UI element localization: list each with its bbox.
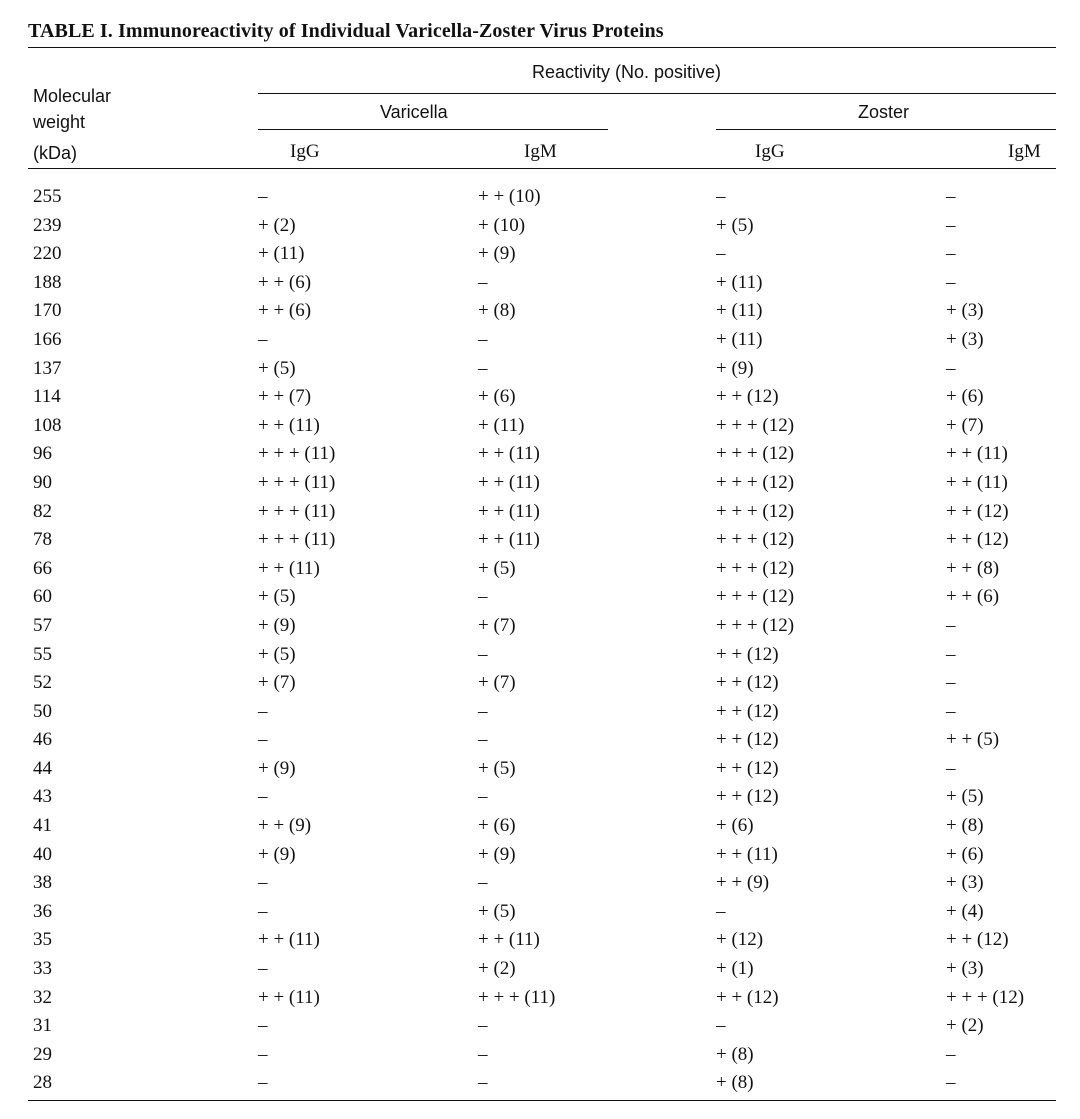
varicella-igm-cell: + + (11) [478, 500, 540, 522]
zoster-igg-cell: + (6) [716, 815, 754, 837]
varicella-igg-cell: + + (11) [258, 929, 320, 951]
zoster-igg-cell: + + (12) [716, 672, 779, 694]
zoster-igg-cell: + + (12) [716, 986, 779, 1008]
mw-cell: 239 [33, 214, 62, 236]
table-row [0, 469, 1080, 498]
varicella-igg-cell: + + + (11) [258, 529, 336, 551]
zoster-igm-cell: + (3) [946, 958, 984, 980]
mw-cell: 44 [33, 757, 52, 779]
varicella-igm-cell: – [478, 786, 488, 808]
zoster-igg-cell: + (1) [716, 958, 754, 980]
zoster-igg-cell: + + (12) [716, 700, 779, 722]
table-row [0, 297, 1080, 326]
table-row [0, 641, 1080, 670]
zoster-igg-cell: + + (12) [716, 729, 779, 751]
zoster-igm-cell: – [946, 757, 956, 779]
zoster-igm-cell: + + (11) [946, 443, 1008, 465]
varicella-igm-cell: + + (10) [478, 186, 541, 207]
mw-cell: 41 [33, 815, 52, 837]
varicella-igm-cell: + (5) [478, 900, 516, 922]
table-row [0, 612, 1080, 641]
varicella-igg-cell: + + (6) [258, 271, 312, 293]
varicella-igg-cell: – [258, 1072, 268, 1094]
table-row [0, 1069, 1080, 1098]
mw-cell: 108 [33, 414, 62, 436]
table-row [0, 841, 1080, 870]
zoster-igg-cell: + + (12) [716, 643, 779, 665]
table-row [0, 269, 1080, 298]
zoster-igm-cell: + (6) [946, 843, 984, 865]
table-row [0, 183, 1080, 212]
bottom-rule [28, 1100, 1056, 1101]
varicella-igg-cell: – [258, 1015, 268, 1037]
row-label-line-1: Molecular [33, 86, 112, 106]
zoster-igg-cell: + + (11) [716, 843, 778, 865]
table-title: TABLE I. Immunoreactivity of Individual Varicella-Zoster Virus Proteins [28, 20, 664, 42]
mw-cell: 255 [33, 186, 62, 207]
varicella-igm-cell: + + (11) [478, 471, 540, 493]
zoster-igm-cell: + (7) [946, 414, 984, 436]
mw-cell: 40 [33, 843, 52, 865]
mw-cell: 28 [33, 1072, 52, 1094]
mw-cell: 220 [33, 243, 62, 265]
varicella-igg-cell: + (5) [258, 357, 296, 379]
varicella-igg-cell: + (2) [258, 214, 296, 236]
varicella-igg-cell: + + (11) [258, 414, 320, 436]
varicella-igm-cell: + (7) [478, 614, 516, 636]
table-row [0, 669, 1080, 698]
zoster-igm-cell: – [946, 186, 956, 207]
zoster-igg-cell: + + (12) [716, 757, 779, 779]
varicella-igm-cell: – [478, 1043, 488, 1065]
varicella-igm-cell: – [478, 1015, 488, 1037]
varicella-igg-cell: + (9) [258, 757, 296, 779]
zoster-igm-cell: + + (12) [946, 500, 1009, 522]
zoster-igm-cell: + (3) [946, 300, 984, 322]
zoster-igm-cell: + (2) [946, 1015, 984, 1037]
zoster-igg-cell: + (5) [716, 214, 754, 236]
zoster-igg-cell: + (8) [716, 1043, 754, 1065]
mw-cell: 60 [33, 586, 52, 608]
table-row [0, 869, 1080, 898]
zoster-igg-cell: + + + (12) [716, 414, 795, 436]
table-row [0, 583, 1080, 612]
varicella-igg-cell: + (5) [258, 586, 296, 608]
zoster-igg-cell: + + + (12) [716, 557, 795, 579]
zoster-igg-cell: + + + (12) [716, 443, 795, 465]
varicella-igg-cell: + + (9) [258, 815, 312, 837]
varicella-igg-cell: – [258, 700, 268, 722]
table-row [0, 812, 1080, 841]
zoster-igg-cell: + + (9) [716, 872, 770, 894]
varicella-igg-cell: + + (7) [258, 386, 312, 408]
table-row [0, 526, 1080, 555]
subgroup-zoster: Zoster [858, 102, 910, 122]
subgroup-rule-varicella [258, 129, 608, 130]
mw-cell: 50 [33, 700, 52, 722]
mw-cell: 31 [33, 1015, 52, 1037]
zoster-igm-cell: – [946, 672, 956, 694]
varicella-igg-cell: – [258, 786, 268, 808]
varicella-igg-cell: + (9) [258, 843, 296, 865]
varicella-igg-cell: – [258, 328, 268, 350]
varicella-igg-cell: + + + (11) [258, 500, 336, 522]
mw-cell: 36 [33, 900, 52, 922]
mw-cell: 33 [33, 958, 52, 980]
mw-cell: 32 [33, 986, 52, 1008]
col-header-z-igg: IgG [755, 141, 785, 162]
table-row [0, 1012, 1080, 1041]
varicella-igm-cell: – [478, 1072, 488, 1094]
zoster-igg-cell: – [716, 243, 726, 265]
zoster-igg-cell: + (8) [716, 1072, 754, 1094]
table-row [0, 984, 1080, 1013]
varicella-igg-cell: + (11) [258, 243, 305, 265]
zoster-igg-cell: + (11) [716, 328, 763, 350]
mw-cell: 90 [33, 471, 52, 493]
mw-cell: 78 [33, 529, 52, 551]
varicella-igm-cell: + (9) [478, 243, 516, 265]
mw-cell: 55 [33, 643, 52, 665]
col-header-z-igm: IgM [1008, 141, 1041, 162]
varicella-igm-cell: + + (11) [478, 529, 540, 551]
varicella-igg-cell: + + (11) [258, 986, 320, 1008]
header-rule [28, 168, 1056, 169]
zoster-igm-cell: + + (5) [946, 729, 1000, 751]
mw-cell: 114 [33, 386, 61, 408]
table-row [0, 355, 1080, 384]
varicella-igm-cell: – [478, 357, 488, 379]
table-row [0, 240, 1080, 269]
varicella-igg-cell: – [258, 186, 268, 207]
zoster-igm-cell: + + (12) [946, 929, 1009, 951]
varicella-igm-cell: + (5) [478, 757, 516, 779]
varicella-igm-cell: + (10) [478, 214, 526, 236]
zoster-igm-cell: + (4) [946, 900, 984, 922]
varicella-igm-cell: – [478, 328, 488, 350]
zoster-igm-cell: – [946, 271, 956, 293]
table-row [0, 955, 1080, 984]
row-label-line-3: (kDa) [33, 143, 77, 163]
group-rule [258, 93, 1056, 94]
table-body [0, 183, 1080, 1098]
table-row [0, 926, 1080, 955]
zoster-igm-cell: – [946, 214, 956, 236]
subgroup-rule-zoster [716, 129, 1056, 130]
mw-cell: 43 [33, 786, 52, 808]
zoster-igg-cell: + + (12) [716, 786, 779, 808]
mw-cell: 137 [33, 357, 62, 379]
varicella-igm-cell: + (11) [478, 414, 525, 436]
varicella-igg-cell: – [258, 958, 268, 980]
zoster-igg-cell: + (12) [716, 929, 764, 951]
mw-cell: 82 [33, 500, 52, 522]
subgroup-varicella: Varicella [380, 102, 448, 122]
zoster-igg-cell: + (11) [716, 271, 763, 293]
zoster-igg-cell: + + + (12) [716, 614, 795, 636]
varicella-igg-cell: + + + (11) [258, 471, 336, 493]
zoster-igg-cell: – [716, 1015, 726, 1037]
table-row [0, 698, 1080, 727]
varicella-igg-cell: – [258, 872, 268, 894]
varicella-igm-cell: + (7) [478, 672, 516, 694]
zoster-igm-cell: – [946, 1072, 956, 1094]
mw-cell: 166 [33, 328, 62, 350]
table-row [0, 755, 1080, 784]
mw-cell: 52 [33, 672, 52, 694]
table-row [0, 212, 1080, 241]
varicella-igm-cell: – [478, 586, 488, 608]
mw-cell: 46 [33, 729, 52, 751]
mw-cell: 170 [33, 300, 62, 322]
varicella-igm-cell: + (6) [478, 815, 516, 837]
varicella-igm-cell: – [478, 700, 488, 722]
mw-cell: 35 [33, 929, 52, 951]
zoster-igg-cell: – [716, 900, 726, 922]
varicella-igm-cell: + + + (11) [478, 986, 556, 1008]
zoster-igm-cell: + + (6) [946, 586, 1000, 608]
zoster-igm-cell: + (3) [946, 872, 984, 894]
varicella-igg-cell: + + + (11) [258, 443, 336, 465]
zoster-igg-cell: + (11) [716, 300, 763, 322]
table-row [0, 726, 1080, 755]
zoster-igm-cell: – [946, 700, 956, 722]
table-row [0, 326, 1080, 355]
zoster-igg-cell: + (9) [716, 357, 754, 379]
row-label-line-2: weight [33, 112, 86, 132]
zoster-igg-cell: – [716, 186, 726, 207]
varicella-igm-cell: + + (11) [478, 929, 540, 951]
varicella-igg-cell: + + (11) [258, 557, 320, 579]
varicella-igg-cell: – [258, 1043, 268, 1065]
zoster-igm-cell: – [946, 1043, 956, 1065]
varicella-igm-cell: + (5) [478, 557, 516, 579]
varicella-igg-cell: – [258, 729, 268, 751]
table-row [0, 1041, 1080, 1070]
zoster-igm-cell: + (5) [946, 786, 984, 808]
varicella-igm-cell: – [478, 271, 488, 293]
varicella-igm-cell: + (2) [478, 958, 516, 980]
varicella-igm-cell: + (6) [478, 386, 516, 408]
mw-cell: 66 [33, 557, 52, 579]
zoster-igm-cell: + (3) [946, 328, 984, 350]
table-row [0, 783, 1080, 812]
zoster-igm-cell: + + (11) [946, 471, 1008, 493]
group-label: Reactivity (No. positive) [532, 62, 722, 82]
table-row [0, 412, 1080, 441]
zoster-igg-cell: + + + (12) [716, 500, 795, 522]
varicella-igg-cell: + (5) [258, 643, 296, 665]
varicella-igg-cell: + (9) [258, 614, 296, 636]
zoster-igm-cell: + + (12) [946, 529, 1009, 551]
zoster-igm-cell: – [946, 357, 956, 379]
mw-cell: 188 [33, 271, 62, 293]
zoster-igg-cell: + + (12) [716, 386, 779, 408]
table-row [0, 898, 1080, 927]
zoster-igm-cell: + + + (12) [946, 986, 1025, 1008]
mw-cell: 38 [33, 872, 52, 894]
top-rule [28, 47, 1056, 48]
table-row [0, 383, 1080, 412]
table-row [0, 440, 1080, 469]
varicella-igg-cell: – [258, 900, 268, 922]
table-row [0, 555, 1080, 584]
varicella-igg-cell: + + (6) [258, 300, 312, 322]
zoster-igg-cell: + + + (12) [716, 586, 795, 608]
varicella-igm-cell: + (8) [478, 300, 516, 322]
col-header-v-igg: IgG [290, 141, 320, 162]
zoster-igm-cell: + (8) [946, 815, 984, 837]
zoster-igm-cell: – [946, 243, 956, 265]
varicella-igg-cell: + (7) [258, 672, 296, 694]
zoster-igm-cell: + (6) [946, 386, 984, 408]
zoster-igg-cell: + + + (12) [716, 529, 795, 551]
mw-cell: 57 [33, 614, 52, 636]
varicella-igm-cell: + + (11) [478, 443, 540, 465]
varicella-igm-cell: + (9) [478, 843, 516, 865]
mw-cell: 96 [33, 443, 52, 465]
col-header-v-igm: IgM [524, 141, 557, 162]
zoster-igm-cell: + + (8) [946, 557, 1000, 579]
varicella-igm-cell: – [478, 643, 488, 665]
varicella-igm-cell: – [478, 872, 488, 894]
varicella-igm-cell: – [478, 729, 488, 751]
zoster-igm-cell: – [946, 614, 956, 636]
zoster-igg-cell: + + + (12) [716, 471, 795, 493]
zoster-igm-cell: – [946, 643, 956, 665]
mw-cell: 29 [33, 1043, 52, 1065]
table-row [0, 498, 1080, 527]
